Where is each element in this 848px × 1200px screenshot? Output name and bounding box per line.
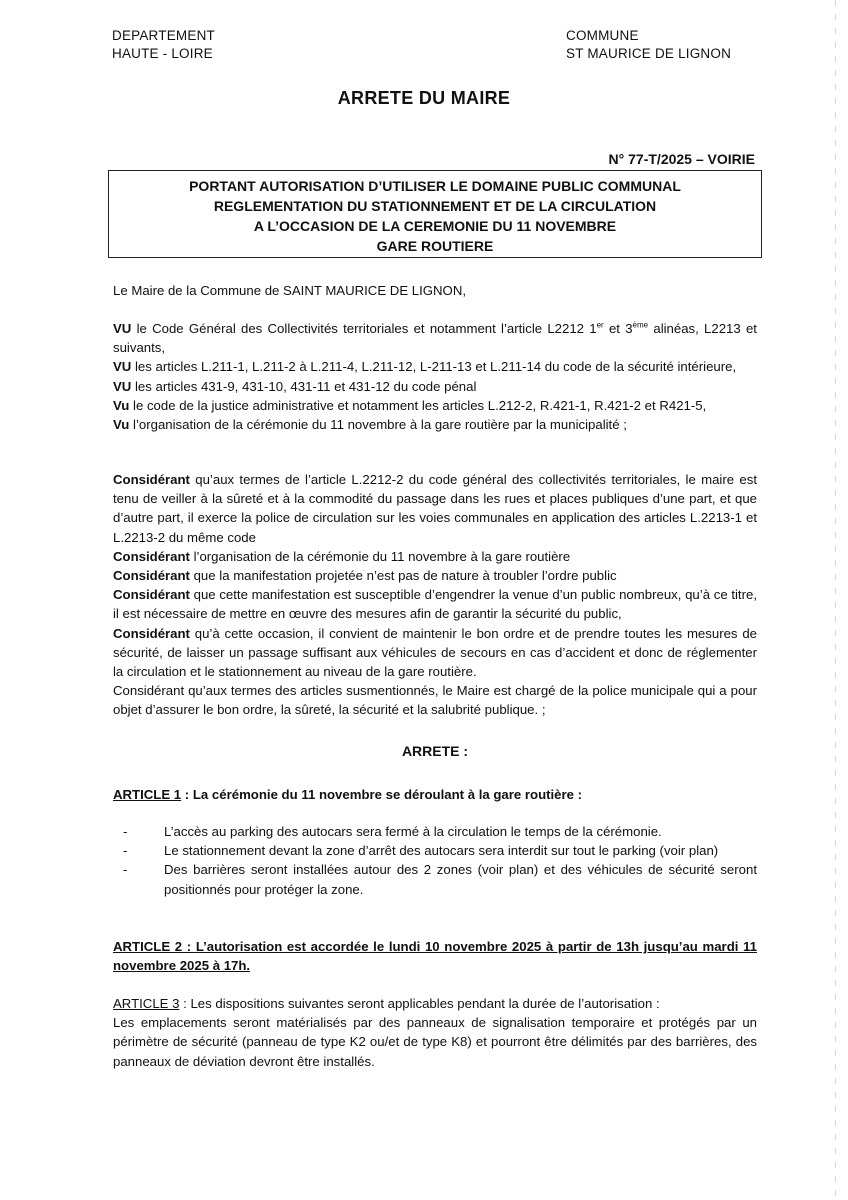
vu-item: Vu l’organisation de la cérémonie du 11 novembre à la gare routière par la municipalité ;: [113, 417, 627, 433]
subject-line-2: REGLEMENTATION DU STATIONNEMENT ET DE LA CIRCULATION: [213, 198, 657, 214]
commune-label: COMMUNE: [566, 28, 639, 43]
article-3-body: Les emplacements seront matérialisés par des panneaux de signalisation temporaire et protégés par un périmètre de sécurité (panneau de type K2 ou/et de type K8) et pourront être délimités par des barrières, des panneaux de déviation devront être installés.: [113, 1015, 757, 1069]
subject-line-1: PORTANT AUTORISATION D’UTILISER LE DOMAINE PUBLIC COMMUNAL: [189, 178, 681, 194]
vu-item: Vu le code de la justice administrative et notamment les articles L.212-2, R.421-1, R.421-2 et R421-5,: [113, 397, 707, 413]
considerant-item: Considérant que la manifestation projetée n’est pas de nature à troubler l’ordre public: [113, 568, 617, 584]
article-1-bullets: [113, 822, 757, 899]
list-item: - L’accès au parking des autocars sera fermé à la circulation le temps de la cérémonie.: [123, 824, 662, 839]
vu-item: VU le Code Général des Collectivités territoriales et notamment l’article L2212 1er et 3ème alinéas, L2213 et suivants,: [113, 320, 757, 356]
intro-text: Le Maire de la Commune de SAINT MAURICE DE LIGNON,: [113, 283, 467, 298]
arrete-heading: ARRETE :: [401, 743, 469, 759]
considerant-item: Considérant l’organisation de la cérémonie du 11 novembre à la gare routière: [113, 548, 571, 564]
considerant-block: [113, 470, 757, 720]
intro-paragraph: [113, 281, 757, 300]
department-name: HAUTE - LOIRE: [112, 46, 213, 61]
vu-block: [113, 319, 757, 434]
subject-line-4: GARE ROUTIERE: [376, 238, 494, 254]
article-3-intro: ARTICLE 3 : Les dispositions suivantes seront applicables pendant la durée de l’autorisation :: [113, 996, 660, 1011]
vu-item: VU les articles L.211-1, L.211-2 à L.211-4, L.211-12, L-211-13 et L.211-14 du code de la sécurité intérieure,: [113, 359, 737, 375]
scan-edge-artifact: [835, 0, 836, 1200]
commune-name: ST MAURICE DE LIGNON: [566, 46, 732, 61]
article-1-heading: ARTICLE 1 : La cérémonie du 11 novembre se déroulant à la gare routière :: [113, 787, 583, 802]
arrete-number: N° 77-T/2025 – VOIRIE: [608, 151, 755, 167]
article-2: [113, 937, 757, 975]
considerant-item: Considérant qu’à cette occasion, il convient de maintenir le bon ordre et de prendre toutes les mesures de sécurité, de laisser un passage suffisant aux véhicules de secours en cas d’accident et donc de réglementer la circulation et le stationnement au niveau de la gare routière.: [113, 625, 757, 680]
considerant-item: Considérant que cette manifestation est susceptible d’engendrer la venue d’un public nombreux, qu’à ce titre, il est nécessaire de mettre en œuvre des mesures afin de garantir la sécurité du public,: [113, 587, 757, 622]
article-1: [113, 785, 757, 804]
list-item: - Des barrières seront installées autour des 2 zones (voir plan) et des véhicules de sécurité seront positionnés pour protéger la zone.: [123, 862, 757, 897]
vu-item: VU les articles 431-9, 431-10, 431-11 et 431-12 du code pénal: [113, 378, 477, 394]
article-3: [113, 994, 757, 1071]
article-2-text: ARTICLE 2 : L’autorisation est accordée le lundi 10 novembre 2025 à partir de 13h jusqu’au mardi 11 novembre 2025 à 17h.: [113, 939, 757, 974]
considerant-item: Considérant qu’aux termes des articles susmentionnés, le Maire est chargé de la police municipale qui a pour objet d’assurer le bon ordre, la sûreté, la sécurité et la salubrité publique. ;: [113, 683, 757, 718]
header-department: [112, 27, 215, 63]
list-item: - Le stationnement devant la zone d’arrêt des autocars sera interdit sur tout le parking (voir plan): [123, 843, 719, 859]
header-commune: [566, 27, 731, 63]
department-label: DEPARTEMENT: [112, 28, 215, 43]
subject-line-3: A L’OCCASION DE LA CEREMONIE DU 11 NOVEMBRE: [253, 218, 617, 234]
considerant-item: Considérant qu’aux termes de l’article L.2212-2 du code général des collectivités territoriales, le maire est tenu de veiller à la sûreté et à la commodité du passage dans les rues et places publiques d’une part, et que d’autre part, il exerce la police de circulation sur les voies communales en application des articles L.2213-1 et L.2213-2 du même code: [113, 472, 757, 545]
document-title: ARRETE DU MAIRE: [337, 88, 511, 108]
subject-box: [108, 170, 762, 258]
